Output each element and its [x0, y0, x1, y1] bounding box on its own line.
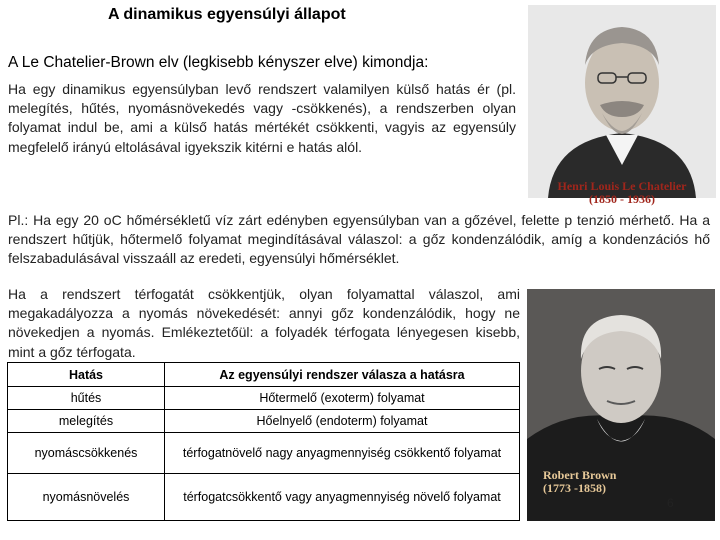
- table-cell: nyomásnövelés: [8, 474, 165, 521]
- table-row: [8, 474, 520, 521]
- principle-heading: A Le Chatelier-Brown elv (legkisebb kényszer elve) kimondja:: [8, 54, 429, 71]
- page-number: 6: [667, 496, 674, 510]
- table-row: [8, 410, 520, 433]
- table-cell: Hőtermelő (exoterm) folyamat: [165, 387, 520, 410]
- caption-years: (1773 -1858): [543, 481, 606, 495]
- table-header-cell: Hatás: [8, 363, 165, 387]
- le-chatelier-portrait: [528, 5, 716, 206]
- robert-brown-portrait: [527, 289, 715, 521]
- le-chatelier-caption: [528, 180, 716, 206]
- table-cell: nyomáscsökkenés: [8, 433, 165, 474]
- table-cell: Hőelnyelő (endoterm) folyamat: [165, 410, 520, 433]
- caption-name: Robert Brown: [543, 468, 617, 482]
- caption-years: (1850 - 1936): [589, 192, 655, 206]
- table-cell: térfogatcsökkentő vagy anyagmennyiség növelő folyamat: [165, 474, 520, 521]
- volume-paragraph: Ha a rendszert térfogatát csökkentjük, olyan folyamattal válaszol, ami megakadályozza a nyomás növekedését: annyi gőz kondenzálódik, hogy ne növekedjen a nyomás. Emlékeztetőül: a folyadék térfogata lényegesen kisebb, mint a gőz térfogata.: [8, 286, 520, 360]
- table-header-cell: Az egyensúlyi rendszer válasza a hatásra: [165, 363, 520, 387]
- table-cell: melegítés: [8, 410, 165, 433]
- robert-brown-caption: [543, 469, 616, 495]
- table-cell: hűtés: [8, 387, 165, 410]
- slide-title: A dinamikus egyensúlyi állapot: [108, 6, 346, 23]
- table-row: [8, 387, 520, 410]
- caption-name: Henri Louis Le Chatelier: [557, 179, 687, 193]
- table-row: [8, 433, 520, 474]
- table-cell: térfogatnövelő nagy anyagmennyiség csökkentő folyamat: [165, 433, 520, 474]
- principle-paragraph: Ha egy dinamikus egyensúlyban levő rendszert valamilyen külső hatás ér (pl. melegítés, hűtés, nyomásnövekedés vagy -csökkenés), a rendszerben olyan folyamat indul be, ami a külső hatás mértékét csökkenti, vagyis az egyensúly megfelelő irányú eltolásával igyekszik kitérni e hatás alól.: [8, 81, 516, 155]
- table-header-row: [8, 363, 520, 387]
- example-paragraph: Pl.: Ha egy 20 oC hőmérsékletű víz zárt edényben egyensúlyban van a gőzével, felette p tenzió mérhető. Ha a rendszert hűtjük, hőtermelő folyamat megindításával válaszol: a gőz kondenzálódik, amíg a kondenzációs hő felszabadulásával visszaáll az eredeti, egyensúlyi hőmérséklet.: [8, 212, 710, 267]
- le-chatelier-portrait-image: [528, 5, 716, 198]
- effect-response-table: [7, 362, 520, 521]
